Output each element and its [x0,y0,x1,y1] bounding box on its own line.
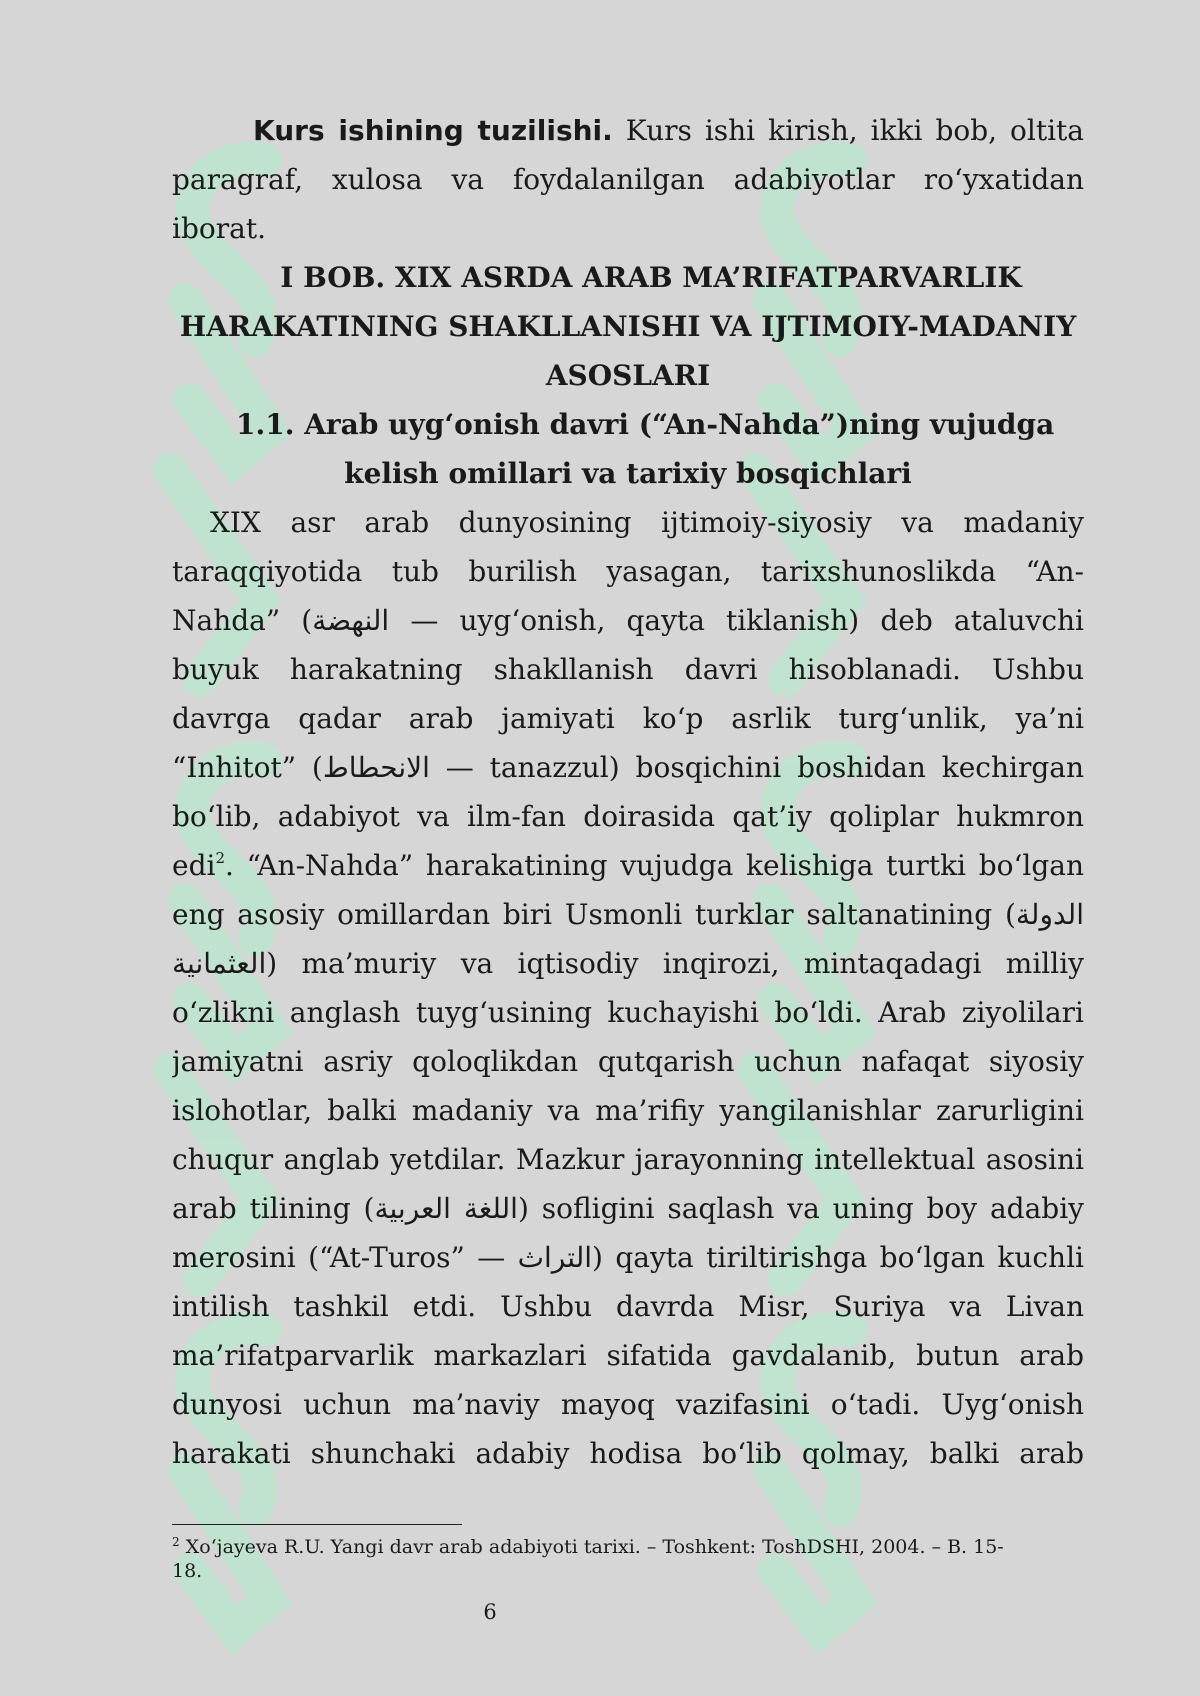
text-run: . “An-Nahda” harakatining vujudga kelishiga turtki bo‘lgan [225,849,1084,882]
footnote-separator [172,1524,462,1525]
body-line: dunyosi uchun ma’naviy mayoq vazifasini o‘tadi. Uyg‘onish [172,1388,1084,1421]
body-line: davrga qadar arab jamiyati ko‘p asrlik turg‘unlik, ya’ni [172,702,1084,735]
footnote-line: 18. [172,1560,203,1582]
body-line: jamiyatni asriy qoloqlikdan qutqarish uchun nafaqat siyosiy [172,1045,1084,1078]
body-line [172,1192,1084,1226]
body-line: o‘zlikni anglash tuyg‘usining kuchayishi bo‘ldi. Arab ziyolilari [172,996,1084,1029]
chapter-title-line: I BOB. XIX ASRDA ARAB MA’RIFATPARVARLIK [280,261,1022,294]
body-line: paragraf, xulosa va foydalanilgan adabiyotlar ro‘yxatidan [172,163,1084,196]
arabic-term: اللغة العربية [374,1192,518,1225]
text-run: merosini (“At-Turos” — [172,1241,518,1274]
structure-text: Kurs ishi kirish, ikki bob, oltita [612,114,1084,147]
arabic-term: العثمانية [172,947,267,980]
structure-heading-inline: Kurs ishining tuzilishi. [253,114,613,147]
arabic-term: النهضة [312,604,390,637]
body-line: islohotlar, balki madaniy va ma’rifiy yangilanishlar zarurligini [172,1094,1084,1127]
body-line: buyuk harakatning shakllanish davri hisoblanadi. Ushbu [172,653,1084,686]
footnote-line [172,1535,1072,1559]
footnote-text: Xo‘jayeva R.U. Yangi davr arab adabiyoti tarixi. – Toshkent: ToshDSHI, 2004. – B. 15- [179,1536,1004,1558]
footnote-reference[interactable]: 2 [215,849,225,867]
arabic-term: الانحطاط [322,751,430,784]
text-run: edi [172,849,216,882]
text-run: ) qayta tiriltirishga bo‘lgan kuchli [592,1241,1084,1274]
body-line: taraqqiyotida tub burilish yasagan, tarixshunoslikda “An- [172,555,1084,588]
body-line [172,604,1084,638]
chapter-title-line: HARAKATINING SHAKLLANISHI VA IJTIMOIY-MADANIY [179,310,1077,343]
text-run: ) sofligini saqlash va uning boy adabiy [517,1192,1084,1225]
body-line: bo‘lib, adabiyot va ilm-fan doirasida qat’iy qoliplar hukmron [172,800,1084,833]
body-line: chuqur anglab yetdilar. Mazkur jarayonning intellektual asosini [172,1143,1084,1176]
text-run: eng asosiy omillardan biri Usmonli turklar saltanatining ( [172,898,1016,931]
body-line [172,849,1084,883]
watermark-logo [185,1329,270,1630]
body-line: intilish tashkil etdi. Ushbu davrda Misr, Suriya va Livan [172,1290,1084,1323]
footnote [172,1535,1072,1583]
body-line [172,1241,1084,1275]
arabic-term: التراث [517,1241,593,1274]
body-line [172,947,1084,981]
body-line: XIX asr arab dunyosining ijtimoiy-siyosiy va madaniy [210,506,1084,539]
body-line: harakati shunchaki adabiy hodisa bo‘lib qolmay, balki arab [172,1437,1084,1470]
arabic-term: الدولة [1015,898,1084,931]
text-run: “Inhitot” ( [172,751,323,784]
body-line [172,898,1084,932]
text-run: — tanazzul) bosqichini boshidan kechirgan [429,751,1084,784]
text-run: — uyg‘onish, qayta tiklanish) deb ataluvchi [389,604,1084,637]
text-run: Nahda” ( [172,604,313,637]
section-title-line: 1.1. Arab uyg‘onish davri (“An-Nahda”)ning vujudga [236,408,1055,441]
text-run: ) ma’muriy va iqtisodiy inqirozi, mintaqadagi milliy [266,947,1084,980]
body-line [172,751,1084,785]
text-run: arab tilining ( [172,1192,375,1225]
body-line: iborat. [172,212,266,245]
watermark-logo [770,1329,855,1630]
structure-paragraph-line [172,114,1084,148]
chapter-title-line: ASOSLARI [545,359,711,392]
body-line: ma’rifatparvarlik markazlari sifatida gavdalanib, butun arab [172,1339,1084,1372]
footnote-mark: 2 [172,1535,180,1549]
page-number: 6 [483,1600,497,1624]
section-title-line: kelish omillari va tarixiy bosqichlari [344,457,912,490]
